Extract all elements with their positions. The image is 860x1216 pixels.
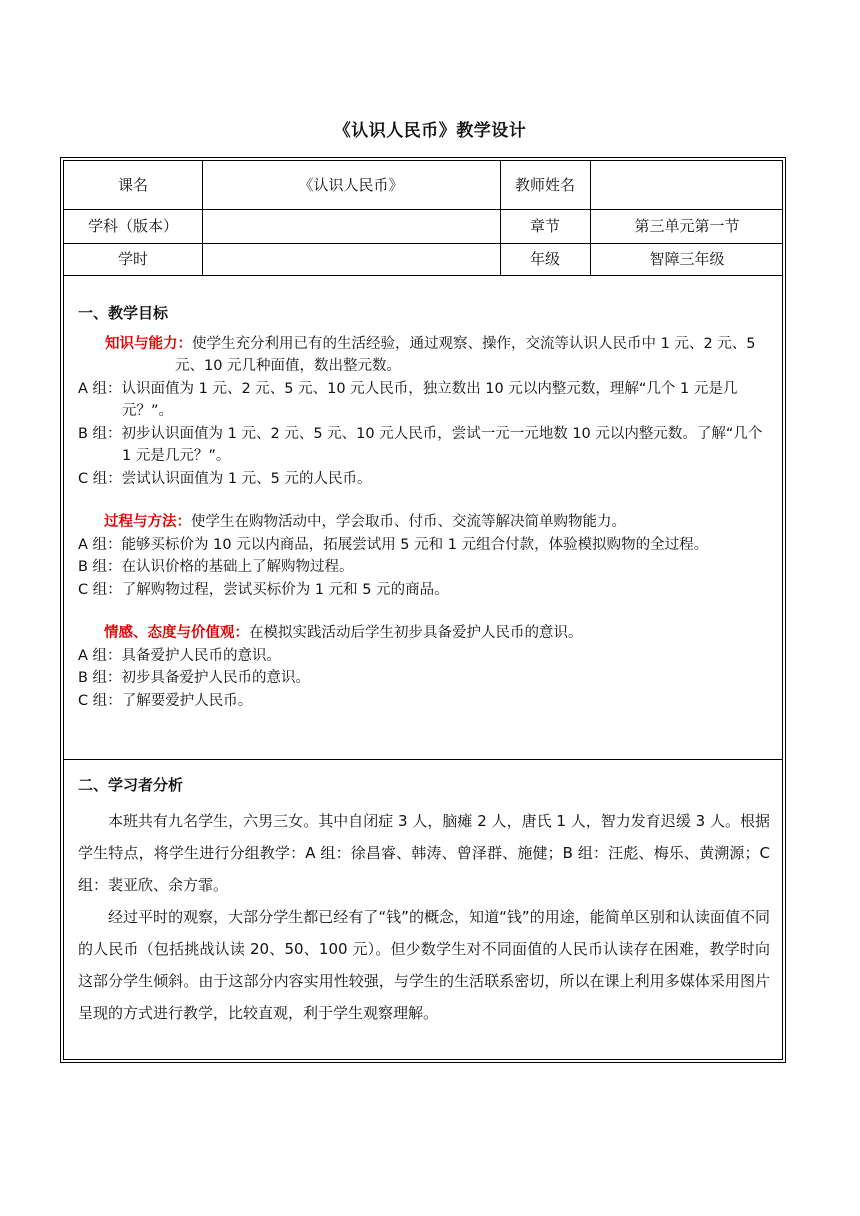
process-text: 使学生在购物活动中，学会取币、付币、交流等解决简单购物能力。 <box>191 514 626 530</box>
objectives-heading: 一、教学目标 <box>78 304 169 322</box>
learners-paragraph-2: 经过平时的观察，大部分学生都已经有了“钱”的概念，知道“钱”的用途，能简单区别和认读面值不同的人民币（包括挑战认读 20、50、100 元）。但少数学生对不同面值的人民币认读存在困难，教学时向这部分学生倾斜。由于这部分内容实用性较强，与学生的生活联系密切，所以在课上利用多媒体采用图片呈现的方式进行教学，比较直观，利于学生观察理解。 <box>78 907 770 1022</box>
teacher-label: 教师姓名 <box>514 176 575 194</box>
course-label: 课名 <box>117 176 148 194</box>
emotion-group-b: B 组：初步具备爱护人民币的意识。 <box>78 670 311 686</box>
objectives-section <box>78 302 774 712</box>
knowledge-group-a: A 组：认识面值为 1 元、2 元、5 元、10 元人民币，独立数出 10 元以内整元数，理解“几个 1 元是几元？”。 <box>78 380 738 419</box>
knowledge-label: 知识与能力： <box>105 335 192 352</box>
chapter-value: 第三单元第一节 <box>634 217 740 235</box>
emotion-label: 情感、态度与价值观： <box>104 625 249 641</box>
chapter-label: 章节 <box>529 217 560 235</box>
row-divider <box>64 275 782 276</box>
process-group-b: B 组：在认识价格的基础上了解购物过程。 <box>78 559 354 575</box>
process-group-c: C 组：了解购物过程，尝试买标价为 1 元和 5 元的商品。 <box>78 581 449 598</box>
subject-label: 学科（版本） <box>87 217 178 235</box>
emotion-group-a: A 组：具备爱护人民币的意识。 <box>78 647 282 664</box>
course-value: 《认识人民币》 <box>298 176 404 194</box>
grade-value: 智障三年级 <box>649 250 725 268</box>
row-divider <box>64 243 782 244</box>
lesson-plan-table <box>60 157 786 1063</box>
knowledge-goal <box>78 333 774 378</box>
hours-label: 学时 <box>117 250 148 268</box>
page-title: 《认识人民币》教学设计 <box>333 121 527 141</box>
process-goal <box>78 511 774 534</box>
learners-section <box>78 774 770 1029</box>
emotion-text: 在模拟实践活动后学生初步具备爱护人民币的意识。 <box>249 625 583 641</box>
grade-label: 年级 <box>529 250 560 268</box>
learners-paragraph-1: 本班共有九名学生，六男三女。其中自闭症 3 人，脑瘫 2 人，唐氏 1 人，智力发育迟缓 3 人。根据学生特点，将学生进行分组教学：A 组：徐昌睿、韩涛、曾泽群、施健；B 组：汪彪、梅乐、黄溯源；C 组：裴亚欣、余方霏。 <box>78 811 770 894</box>
section-divider <box>64 759 782 760</box>
knowledge-group-c: C 组：尝试认识面值为 1 元、5 元的人民币。 <box>78 470 372 487</box>
knowledge-group-b: B 组：初步认识面值为 1 元、2 元、5 元、10 元人民币，尝试一元一元地数 10 元以内整元数。了解“几个 1 元是几元？”。 <box>78 425 763 464</box>
process-label: 过程与方法： <box>104 514 191 530</box>
process-group-a: A 组：能够买标价为 10 元以内商品，拓展尝试用 5 元和 1 元组合付款，体验模拟购物的全过程。 <box>78 536 709 553</box>
row-divider <box>64 209 782 210</box>
emotion-group-c: C 组：了解要爱护人民币。 <box>78 692 253 709</box>
learners-heading: 二、学习者分析 <box>78 776 184 794</box>
emotion-goal <box>78 622 774 645</box>
table-inner-border <box>63 160 783 1060</box>
knowledge-text: 使学生充分利用已有的生活经验，通过观察、操作，交流等认识人民币中 1 元、2 元、5 元、10 元几种面值，数出整元数。 <box>175 335 756 374</box>
